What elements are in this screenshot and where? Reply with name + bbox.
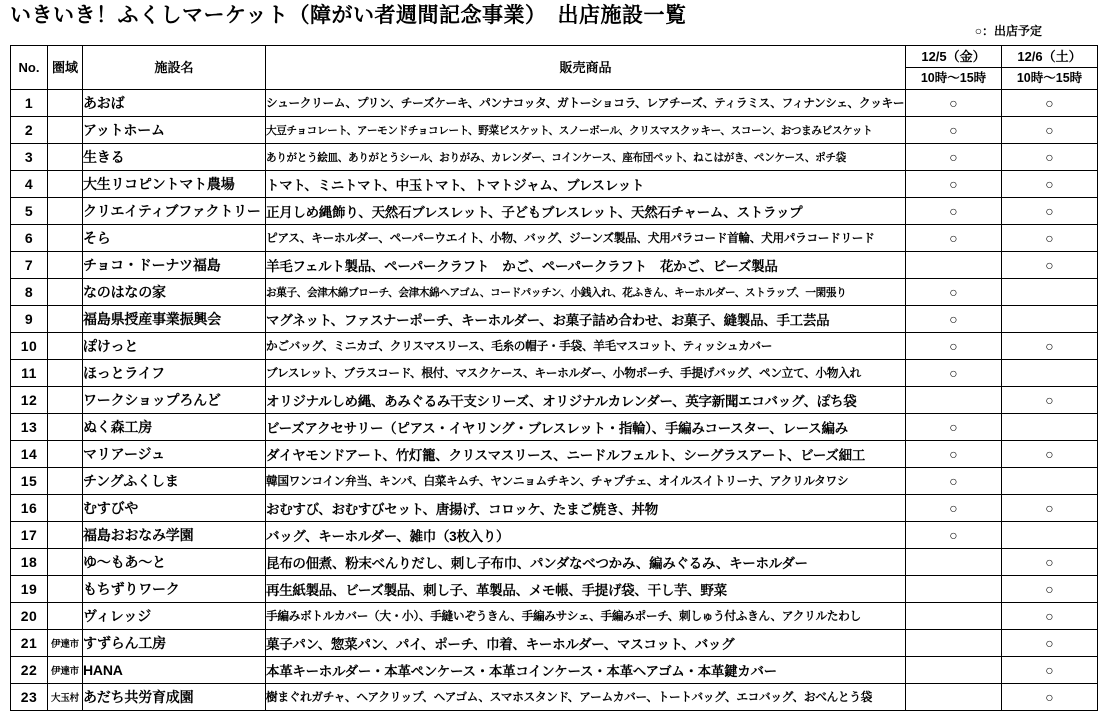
cell-no: 7 xyxy=(11,252,48,279)
cell-area xyxy=(48,468,83,495)
cell-day1-mark xyxy=(906,252,1002,279)
cell-day1-mark: ○ xyxy=(906,225,1002,252)
cell-day2-mark xyxy=(1002,279,1098,306)
cell-facility: 福島おおなみ学園 xyxy=(83,522,266,549)
cell-facility: むすびや xyxy=(83,495,266,522)
cell-goods: 菓子パン、惣菜パン、パイ、ポーチ、巾着、キーホルダー、マスコット、バッグ xyxy=(266,630,906,657)
cell-day2-mark: ○ xyxy=(1002,252,1098,279)
cell-day1-mark: ○ xyxy=(906,468,1002,495)
cell-goods: お菓子、会津木綿ブローチ、会津木綿ヘアゴム、コードパッチン、小銭入れ、花ふきん、キーホルダー、ストラップ、一閑張り xyxy=(266,279,906,306)
cell-area xyxy=(48,117,83,144)
cell-day2-mark xyxy=(1002,522,1098,549)
exhibitor-table xyxy=(10,45,1098,711)
cell-day1-mark xyxy=(906,549,1002,576)
cell-goods: かごバッグ、ミニカゴ、クリスマスリース、毛糸の帽子・手袋、羊毛マスコット、ティッシュカバー xyxy=(266,333,906,360)
cell-no: 9 xyxy=(11,306,48,333)
table-row xyxy=(11,684,1098,711)
cell-facility: ヴィレッジ xyxy=(83,603,266,630)
cell-area xyxy=(48,414,83,441)
cell-day1-mark: ○ xyxy=(906,117,1002,144)
table-row xyxy=(11,387,1098,414)
cell-day2-mark: ○ xyxy=(1002,549,1098,576)
table-row xyxy=(11,414,1098,441)
cell-area xyxy=(48,360,83,387)
table-row xyxy=(11,630,1098,657)
cell-no: 8 xyxy=(11,279,48,306)
cell-facility: クリエイティブファクトリー xyxy=(83,198,266,225)
cell-goods: ダイヤモンドアート、竹灯籠、クリスマスリース、ニードルフェルト、シーグラスアート、ビーズ細工 xyxy=(266,441,906,468)
table-row xyxy=(11,603,1098,630)
cell-goods: ビーズアクセサリー（ピアス・イヤリング・ブレスレット・指輪）、手編みコースター、レース編み xyxy=(266,414,906,441)
cell-facility: あだち共労育成園 xyxy=(83,684,266,711)
cell-goods: 大豆チョコレート、アーモンドチョコレート、野菜ビスケット、スノーボール、クリスマスクッキー、スコーン、おつまみビスケット xyxy=(266,117,906,144)
table-row xyxy=(11,117,1098,144)
page-title: いきいき！ふくしマーケット（障がい者週間記念事業） 出店施設一覧 xyxy=(10,4,687,27)
table-row xyxy=(11,225,1098,252)
table-row xyxy=(11,171,1098,198)
cell-day1-mark xyxy=(906,603,1002,630)
cell-area xyxy=(48,387,83,414)
table-row xyxy=(11,144,1098,171)
cell-day1-mark xyxy=(906,657,1002,684)
cell-no: 20 xyxy=(11,603,48,630)
table-body xyxy=(11,90,1098,711)
cell-no: 21 xyxy=(11,630,48,657)
cell-day1-mark: ○ xyxy=(906,90,1002,117)
cell-day2-mark xyxy=(1002,306,1098,333)
legend-note: ○：出店予定 xyxy=(974,24,1042,38)
cell-area xyxy=(48,549,83,576)
cell-no: 13 xyxy=(11,414,48,441)
cell-no: 1 xyxy=(11,90,48,117)
cell-no: 22 xyxy=(11,657,48,684)
cell-no: 5 xyxy=(11,198,48,225)
cell-facility: 大生リコピントマト農場 xyxy=(83,171,266,198)
table-row xyxy=(11,279,1098,306)
cell-area xyxy=(48,171,83,198)
column-header-day2-date: 12/6（土） xyxy=(1002,46,1098,68)
cell-area: 伊達市 xyxy=(48,630,83,657)
cell-day1-mark xyxy=(906,576,1002,603)
cell-area xyxy=(48,522,83,549)
cell-day2-mark xyxy=(1002,414,1098,441)
cell-goods: 韓国ワンコイン弁当、キンパ、白菜キムチ、ヤンニョムチキン、チャプチェ、オイルスイトリーナ、アクリルタワシ xyxy=(266,468,906,495)
cell-facility: アットホーム xyxy=(83,117,266,144)
cell-area xyxy=(48,198,83,225)
cell-area xyxy=(48,576,83,603)
column-header-area: 圏域 xyxy=(48,46,83,90)
cell-goods: ピアス、キーホルダー、ペーパーウエイト、小物、バッグ、ジーンズ製品、犬用パラコード首輪、犬用パラコードリード xyxy=(266,225,906,252)
table-row xyxy=(11,306,1098,333)
cell-day2-mark: ○ xyxy=(1002,441,1098,468)
cell-goods: ブレスレット、ブラスコード、根付、マスクケース、キーホルダー、小物ポーチ、手提げバッグ、ペン立て、小物入れ xyxy=(266,360,906,387)
cell-facility: ほっとライフ xyxy=(83,360,266,387)
table-row xyxy=(11,522,1098,549)
cell-facility: 福島県授産事業振興会 xyxy=(83,306,266,333)
cell-day1-mark: ○ xyxy=(906,279,1002,306)
cell-area xyxy=(48,252,83,279)
cell-area: 伊達市 xyxy=(48,657,83,684)
table-row xyxy=(11,549,1098,576)
column-header-day2-time: 10時～15時 xyxy=(1002,68,1098,90)
cell-day1-mark xyxy=(906,684,1002,711)
cell-day2-mark: ○ xyxy=(1002,144,1098,171)
cell-day2-mark: ○ xyxy=(1002,387,1098,414)
cell-area xyxy=(48,90,83,117)
cell-day2-mark: ○ xyxy=(1002,657,1098,684)
cell-day2-mark: ○ xyxy=(1002,603,1098,630)
cell-day1-mark: ○ xyxy=(906,360,1002,387)
cell-no: 6 xyxy=(11,225,48,252)
cell-goods: 本革キーホルダー・本革ペンケース・本革コインケース・本革ヘアゴム・本革鍵カバー xyxy=(266,657,906,684)
cell-day1-mark: ○ xyxy=(906,414,1002,441)
table-row xyxy=(11,333,1098,360)
cell-no: 11 xyxy=(11,360,48,387)
cell-no: 18 xyxy=(11,549,48,576)
column-header-no: No. xyxy=(11,46,48,90)
cell-goods: マグネット、ファスナーポーチ、キーホルダー、お菓子詰め合わせ、お菓子、縫製品、手工芸品 xyxy=(266,306,906,333)
table-row xyxy=(11,657,1098,684)
cell-day2-mark: ○ xyxy=(1002,171,1098,198)
cell-day1-mark: ○ xyxy=(906,522,1002,549)
cell-no: 23 xyxy=(11,684,48,711)
cell-goods: シュークリーム、プリン、チーズケーキ、パンナコッタ、ガトーショコラ、レアチーズ、ティラミス、フィナンシェ、クッキー xyxy=(266,90,906,117)
cell-day1-mark xyxy=(906,630,1002,657)
cell-goods: 再生紙製品、ビーズ製品、刺し子、革製品、メモ帳、手提げ袋、干し芋、野菜 xyxy=(266,576,906,603)
cell-facility: あおば xyxy=(83,90,266,117)
cell-no: 19 xyxy=(11,576,48,603)
cell-day2-mark: ○ xyxy=(1002,495,1098,522)
cell-goods: バッグ、キーホルダー、雑巾（3枚入り） xyxy=(266,522,906,549)
cell-no: 14 xyxy=(11,441,48,468)
column-header-day1-date: 12/5（金） xyxy=(906,46,1002,68)
cell-no: 12 xyxy=(11,387,48,414)
cell-day1-mark xyxy=(906,387,1002,414)
cell-goods: 正月しめ縄飾り、天然石ブレスレット、子どもブレスレット、天然石チャーム、ストラップ xyxy=(266,198,906,225)
cell-facility: マリアージュ xyxy=(83,441,266,468)
cell-day2-mark xyxy=(1002,360,1098,387)
cell-day2-mark: ○ xyxy=(1002,630,1098,657)
column-header-facility: 施設名 xyxy=(83,46,266,90)
table-row xyxy=(11,252,1098,279)
cell-goods: オリジナルしめ縄、あみぐるみ干支シリーズ、オリジナルカレンダー、英字新聞エコバッグ、ぽち袋 xyxy=(266,387,906,414)
cell-facility: ぬく森工房 xyxy=(83,414,266,441)
cell-no: 16 xyxy=(11,495,48,522)
cell-facility: チングふくしま xyxy=(83,468,266,495)
cell-facility: チョコ・ドーナツ福島 xyxy=(83,252,266,279)
table-row xyxy=(11,576,1098,603)
column-header-day1-time: 10時～15時 xyxy=(906,68,1002,90)
cell-goods: ありがとう絵皿、ありがとうシール、おりがみ、カレンダー、コインケース、座布団ペット、ねこはがき、ペンケース、ポチ袋 xyxy=(266,144,906,171)
cell-goods: 手編みボトルカバー（大・小）、手縫いぞうきん、手編みサシェ、手編みポーチ、刺しゅう付ふきん、アクリルたわし xyxy=(266,603,906,630)
cell-goods: 羊毛フェルト製品、ペーパークラフト かご、ペーパークラフト 花かご、ビーズ製品 xyxy=(266,252,906,279)
cell-facility: すずらん工房 xyxy=(83,630,266,657)
cell-no: 4 xyxy=(11,171,48,198)
cell-facility: ぽけっと xyxy=(83,333,266,360)
cell-goods: トマト、ミニトマト、中玉トマト、トマトジャム、ブレスレット xyxy=(266,171,906,198)
cell-day2-mark: ○ xyxy=(1002,198,1098,225)
cell-no: 2 xyxy=(11,117,48,144)
cell-day2-mark: ○ xyxy=(1002,576,1098,603)
cell-day2-mark: ○ xyxy=(1002,333,1098,360)
cell-day1-mark: ○ xyxy=(906,198,1002,225)
cell-area xyxy=(48,279,83,306)
table-header xyxy=(11,46,1098,90)
table-row xyxy=(11,198,1098,225)
cell-day1-mark: ○ xyxy=(906,495,1002,522)
cell-facility: HANA xyxy=(83,657,266,684)
table-row xyxy=(11,360,1098,387)
cell-area: 大玉村 xyxy=(48,684,83,711)
cell-facility: ゆ～もあ～と xyxy=(83,549,266,576)
cell-area xyxy=(48,306,83,333)
cell-goods: 昆布の佃煮、粉末べんりだし、刺し子布巾、パンダなべつかみ、編みぐるみ、キーホルダー xyxy=(266,549,906,576)
table-row xyxy=(11,441,1098,468)
cell-day1-mark: ○ xyxy=(906,171,1002,198)
cell-area xyxy=(48,603,83,630)
cell-area xyxy=(48,333,83,360)
column-header-goods: 販売商品 xyxy=(266,46,906,90)
cell-no: 3 xyxy=(11,144,48,171)
cell-day1-mark: ○ xyxy=(906,441,1002,468)
table-row xyxy=(11,90,1098,117)
table-row xyxy=(11,495,1098,522)
cell-area xyxy=(48,144,83,171)
cell-day2-mark xyxy=(1002,468,1098,495)
cell-facility: もちずりワーク xyxy=(83,576,266,603)
cell-area xyxy=(48,225,83,252)
cell-no: 17 xyxy=(11,522,48,549)
cell-day2-mark: ○ xyxy=(1002,684,1098,711)
cell-goods: 樹まぐれガチャ、ヘアクリップ、ヘアゴム、スマホスタンド、アームカバー、トートバッグ、エコバッグ、おべんとう袋 xyxy=(266,684,906,711)
cell-no: 10 xyxy=(11,333,48,360)
cell-no: 15 xyxy=(11,468,48,495)
cell-day1-mark: ○ xyxy=(906,144,1002,171)
cell-facility: ワークショップろんど xyxy=(83,387,266,414)
cell-day1-mark: ○ xyxy=(906,306,1002,333)
cell-facility: なのはなの家 xyxy=(83,279,266,306)
cell-area xyxy=(48,495,83,522)
cell-day2-mark: ○ xyxy=(1002,225,1098,252)
cell-facility: そら xyxy=(83,225,266,252)
cell-goods: おむすび、おむすびセット、唐揚げ、コロッケ、たまご焼き、丼物 xyxy=(266,495,906,522)
cell-facility: 生きる xyxy=(83,144,266,171)
cell-day1-mark: ○ xyxy=(906,333,1002,360)
cell-day2-mark: ○ xyxy=(1002,117,1098,144)
cell-area xyxy=(48,441,83,468)
table-row xyxy=(11,468,1098,495)
cell-day2-mark: ○ xyxy=(1002,90,1098,117)
